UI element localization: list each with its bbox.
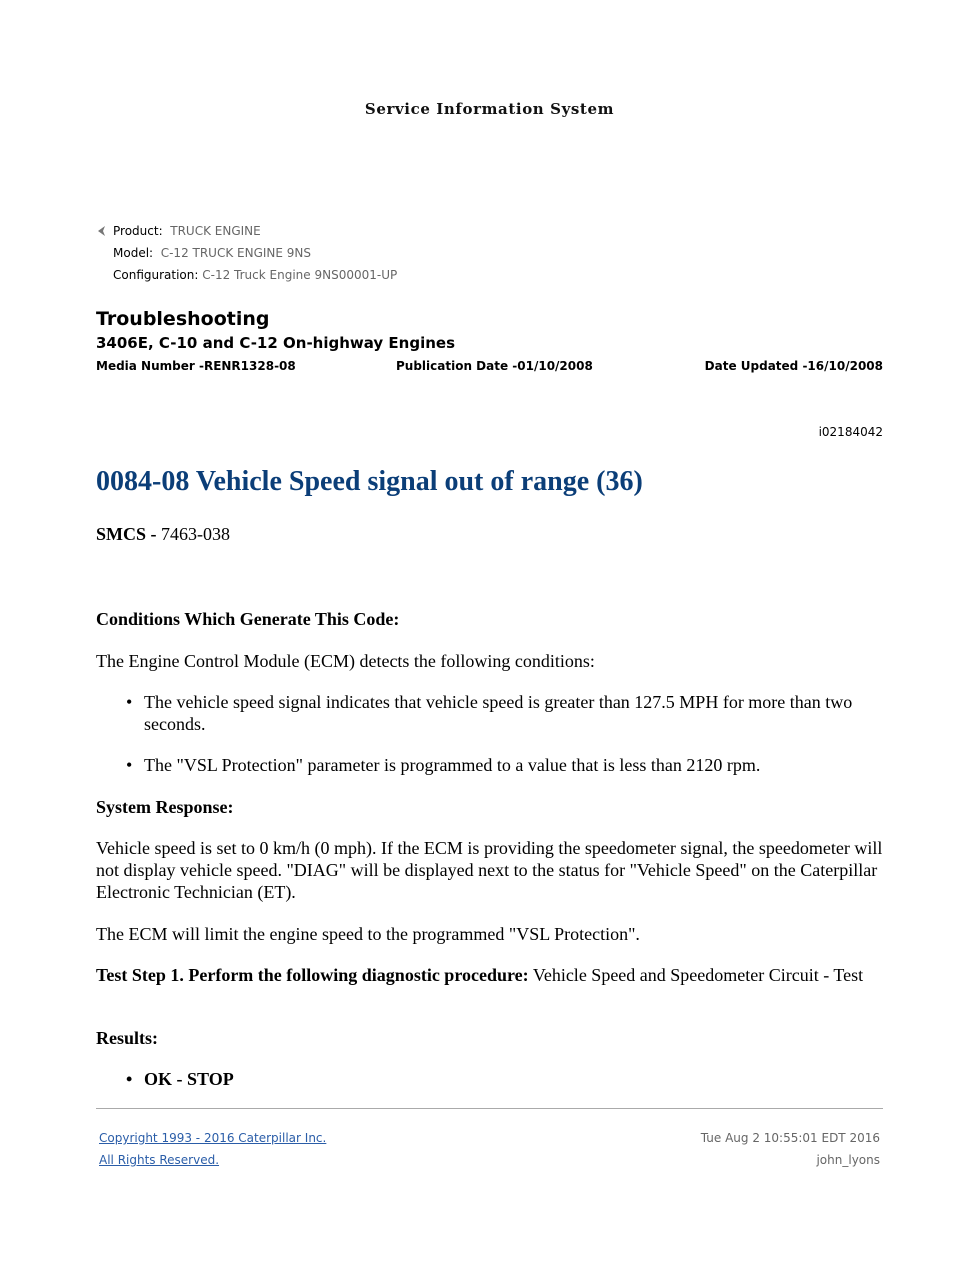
bullet-icon: •	[126, 755, 133, 775]
condition-text: The "VSL Protection" parameter is programmed to a value that is less than 2120 rpm.	[144, 755, 761, 775]
test-step	[96, 964, 883, 986]
copyright[interactable]	[99, 1131, 326, 1145]
response-paragraph: The ECM will limit the engine speed to the programmed "VSL Protection".	[96, 924, 640, 944]
smcs-label: SMCS -	[96, 524, 157, 544]
bullet-icon: •	[126, 1069, 133, 1089]
publication-title: Troubleshooting	[96, 308, 270, 330]
document-title: 0084-08 Vehicle Speed signal out of range (36)	[96, 466, 643, 497]
response-paragraph: Vehicle speed is set to 0 km/h (0 mph). If the ECM is providing the speedometer signal, the speedometer will not display vehicle speed. "DIAG" will be displayed next to the status for "Vehicle Speed" on the Caterpillar Electronic Technician (ET).	[96, 838, 883, 902]
test-step-procedure: Vehicle Speed and Speedometer Circuit - Test	[532, 965, 864, 985]
configuration-value: C-12 Truck Engine 9NS00001-UP	[202, 268, 398, 282]
configuration-row	[113, 268, 397, 282]
timestamp: Tue Aug 2 10:55:01 EDT 2016	[700, 1131, 880, 1145]
media-number: Media Number -RENR1328-08	[96, 359, 296, 373]
publication-subtitle: 3406E, C-10 and C-12 On-highway Engines	[96, 334, 456, 352]
result-text: OK - STOP	[144, 1069, 234, 1089]
system-title: Service Information System	[364, 100, 615, 118]
test-step-label: Test Step 1. Perform the following diagnostic procedure:	[96, 965, 529, 985]
configuration-label: Configuration:	[113, 268, 199, 282]
model-label: Model:	[113, 246, 154, 260]
rights[interactable]	[99, 1153, 219, 1167]
results-heading: Results:	[96, 1028, 158, 1048]
model-value: C-12 TRUCK ENGINE 9NS	[160, 246, 312, 260]
product-label: Product:	[113, 224, 163, 238]
username: john_lyons	[816, 1153, 880, 1167]
smcs-line	[96, 523, 883, 545]
publication-date: Publication Date -01/10/2008	[396, 359, 593, 373]
model-row	[113, 246, 311, 260]
document-id: i02184042	[818, 425, 883, 439]
bullet-icon: •	[126, 692, 133, 712]
rights-link[interactable]: All Rights Reserved.	[99, 1153, 220, 1167]
condition-text: The vehicle speed signal indicates that vehicle speed is greater than 127.5 MPH for more than two seconds.	[144, 692, 853, 734]
response-heading: System Response:	[96, 797, 234, 817]
back-arrow-icon[interactable]	[96, 225, 108, 237]
smcs-value: 7463-038	[161, 524, 231, 544]
copyright-link[interactable]: Copyright 1993 - 2016 Caterpillar Inc.	[99, 1131, 327, 1145]
date-updated: Date Updated -16/10/2008	[704, 359, 883, 373]
product-value: TRUCK ENGINE	[170, 224, 261, 238]
conditions-heading: Conditions Which Generate This Code:	[96, 609, 400, 629]
product-row	[113, 224, 261, 238]
conditions-intro: The Engine Control Module (ECM) detects the following conditions:	[96, 651, 595, 671]
footer-divider	[96, 1108, 883, 1109]
